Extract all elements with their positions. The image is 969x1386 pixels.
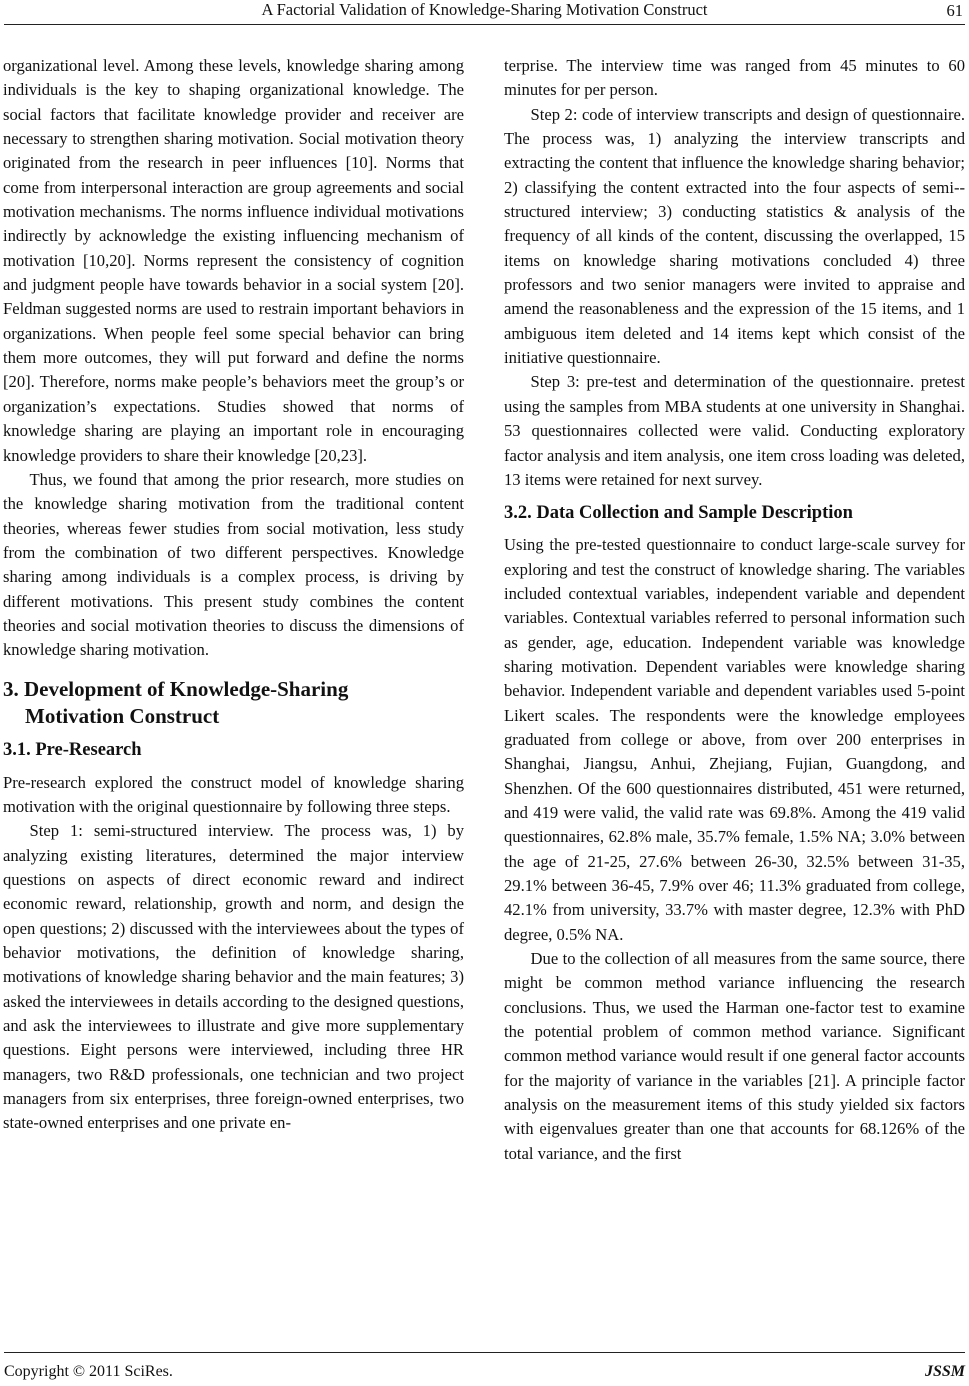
section-heading xyxy=(3,676,464,730)
page-footer xyxy=(4,1352,965,1382)
running-header xyxy=(0,0,969,26)
body-paragraph: Using the pre-tested questionnaire to conduct large-scale survey for exploring and test the construct of knowledge sharing. The variables included contextual variables, independent variable and dependent variables. Contextual variables referred to personal information such as gender, age, education. Independent variable was knowledge sharing motivation. Dependent variables were knowledge sharing behavior. Independent variable and dependent variables used 5-point Likert scales. The respondents were the knowledge employees graduated from college or above, from over 200 enterprises in Shanghai, Jiangsu, Anhui, Zhejiang, Fujian, Guangdong, and Shenzhen. Of the 600 questionnaires distributed, 451 were returned, and 419 were valid, the valid rate was 69.8%. Among the 419 valid questionnaires, 62.8% male, 35.7% female, 1.5% NA; 3.0% between the age of 21-25, 27.6% between 26-30, 32.5% between 31-35, 29.1% between 36-45, 7.9% over 46; 11.3% graduated from college, 42.1% from university, 33.7% with master degree, 12.3% with PhD degree, 0.5% NA. xyxy=(504,535,965,944)
section-heading-line1: 3. Development of Knowledge-Sharing xyxy=(3,676,349,701)
subsection-heading: 3.2. Data Collection and Sample Description xyxy=(504,503,853,524)
body-paragraph: terprise. The interview time was ranged from 45 minutes to 60 minutes for per person. xyxy=(504,56,965,100)
left-column xyxy=(3,54,464,1136)
running-title: A Factorial Validation of Knowledge-Sharing Motivation Construct xyxy=(261,0,708,19)
body-paragraph: Due to the collection of all measures from the same source, there might be common method variance influencing the research conclusions. Thus, we used the Harman one-factor test to examine the potential problem of common method variance. Significant common method variance would result if one general factor accounts for the majority of variance in the variables [21]. A principle factor analysis on the measurement items of this study yielded six factors with eigenvalues greater than one that accounts for 68.126% of the total variance, and the first xyxy=(504,949,965,1163)
body-paragraph: Step 2: code of interview transcripts and design of questionnaire. The process was, 1) analyzing the interview transcripts and extracting the content that influence the knowledge sharing behavior; 2) classifying the content extracted into the four aspects of semi--structured interview; 3) conducting statistics & analysis of the frequency of all kinds of the content, discussing the overlapped, 15 items on knowledge sharing motivations concluded 4) three professors and two senior managers were invited to appraise and amend the reasonableness and the expression of the 15 items, and 1 ambiguous item deleted and 14 items kept which consist of the initiative questionnaire. xyxy=(504,104,965,368)
footer-rule xyxy=(4,1352,965,1353)
body-paragraph: Thus, we found that among the prior research, more studies on the knowledge sharing motivation from the traditional content theories, whereas fewer studies from social motivation, less study from the combination of two different perspectives. Knowledge sharing among individuals is a complex process, is driving by different motivations. This present study combines the content theories and social motivation theories to discuss the dimensions of knowledge sharing motivation. xyxy=(3,469,464,660)
right-column xyxy=(504,54,965,1166)
page-number: 61 xyxy=(946,1,963,20)
header-rule xyxy=(4,24,965,25)
copyright-notice: Copyright © 2011 SciRes. xyxy=(4,1363,173,1380)
body-paragraph: Step 1: semi-structured interview. The process was, 1) by analyzing existing literatures, determined the major interview questions on aspects of direct economic reward and indirect economic reward, relationship, growth and norm, and design the open questions; 2) discussed with the interviewees about the types of behavior motivations, the definition of knowledge sharing, motivations of knowledge sharing behavior and the main features; 3) asked the interviewees in details according to the designed questions, and ask the interviewees to illustrate and give more supplementary questions. Eight persons were interviewed, including three HR managers, two R&D professionals, one technician and two project managers from six enterprises, three foreign-owned enterprises, two state-owned enterprises and one private en- xyxy=(3,821,464,1133)
section-heading-line2: Motivation Construct xyxy=(25,703,220,728)
body-paragraph: Step 3: pre-test and determination of the questionnaire. pretest using the samples from MBA students at one university in Shanghai. 53 questionnaires collected were valid. Conducting exploratory factor analysis and item analysis, one item cross loading was deleted, 13 items were retained for next survey. xyxy=(504,372,965,489)
journal-abbreviation: JSSM xyxy=(924,1363,965,1380)
body-paragraph: Pre-research explored the construct model of knowledge sharing motivation with the original questionnaire by following three steps. xyxy=(3,772,464,816)
subsection-heading: 3.1. Pre-Research xyxy=(3,739,142,760)
body-paragraph: organizational level. Among these levels, knowledge sharing among individuals is the key to shaping organizational knowledge. The social factors that facilitate knowledge provider and receiver are necessary to strengthen sharing motivation. Social motivation theory originated from the research in peer influences [10]. Norms that come from interpersonal interaction are group agreements and social motivation mechanisms. The norms influence individual motivations indirectly by acknowledge the existing influencing mechanism of motivation [10,20]. Norms represent the consistency of cognition and judgment people have towards behavior in a social system [20]. Feldman suggested norms are used to restrain important behaviors in organizations. When people feel some special behavior can bring them more outcomes, they will put forward and define the norms [20]. Therefore, norms make people’s behaviors meet the group’s or organization’s expectations. Studies showed that norms of knowledge sharing are playing an important role in encouraging knowledge providers to share their knowledge [20,23]. xyxy=(3,56,464,465)
